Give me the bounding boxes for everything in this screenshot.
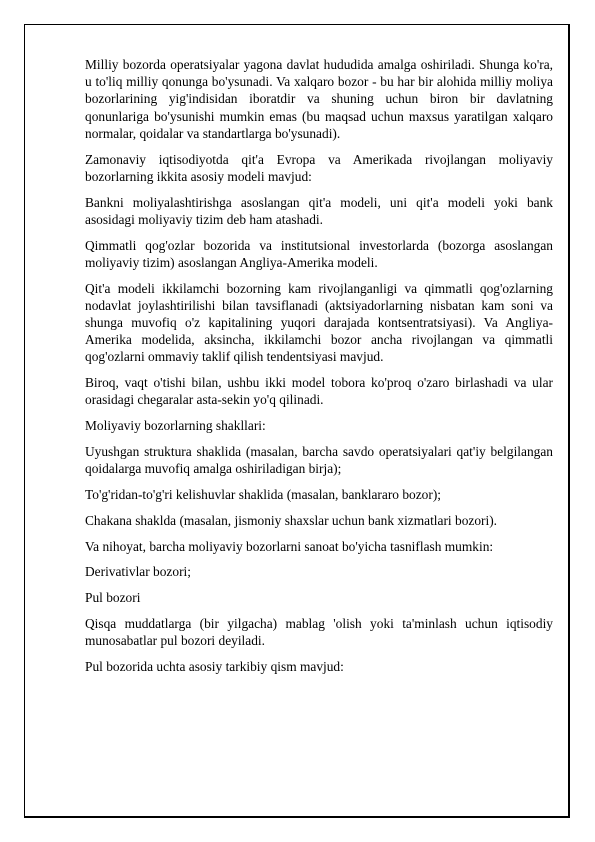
paragraph-forms-heading: Moliyaviy bozorlarning shakllari: [85, 418, 266, 434]
paragraph-continental-model: Bankni moliyalashtirishga asoslangan qit'a modeli, uni qit'a modeli yoki bank asosidagi moliyaviy tizim deb ham atashadi. [85, 194, 553, 227]
paragraph-derivatives: Derivativlar bozori; [85, 564, 191, 580]
paragraph-model-comparison: Qit'a modeli ikkilamchi bozorning kam rivojlanganligi va qimmatli qog'ozlarning nodavlat joylashtirilishi bilan tavsiflanadi (aktsiyadorlarning nisbatan kam soni va shunga muvofiq o'z kapitalining yuqori darajada kontsentratsiyasi). Va Angliya-Amerika modelida, aksincha, ikkilamchi bozor ancha rivojlangan va qimmatli qog'ozlarni ommaviy taklif qilish tendentsiyasi mavjud. [85, 280, 553, 365]
paragraph-intro: Milliy bozorda operatsiyalar yagona davlat hududida amalga oshiriladi. Shunga ko'ra, u to'liq milliy qonunga bo'ysunadi. Va xalqaro bozor - bu har bir alohida milliy moliya bozorlarining yig'indisidan iboratdir va shuning uchun biron bir davlatning qonunlariga bo'ysunishi mumkin emas (bu maqsad uchun maxsus yaratilgan xalqaro normalar, qoidalar va standartlarga bo'ysunadi). [85, 57, 553, 141]
paragraph-money-market-components: Pul bozorida uchta asosiy tarkibiy qism mavjud: [85, 659, 344, 674]
paragraph-form-retail: Chakana shaklda (masalan, jismoniy shaxslar uchun bank xizmatlari bozori). [85, 512, 498, 528]
document-body [85, 56, 553, 684]
paragraph-convergence: Biroq, vaqt o'tishi bilan, ushbu ikki model tobora ko'proq o'zaro birlashadi va ular orasidagi chegaralar asta-sekin yo'q qilinadi. [85, 375, 553, 408]
paragraph-form-organized: Uyushgan struktura shaklida (masalan, barcha savdo operatsiyalari qat'iy belgilangan qoidalarga muvofiq amalga oshiriladigan birja); [85, 444, 553, 477]
paragraph-money-market-heading: Pul bozori [85, 590, 141, 606]
paragraph-money-market-definition: Qisqa muddatlarga (bir yilgacha) mablag 'olish yoki ta'minlash uchun iqtisodiy munosabatlar pul bozori deyiladi. [85, 616, 553, 649]
paragraph-form-direct: To'g'ridan-to'g'ri kelishuvlar shaklida (masalan, banklararo bozor); [85, 487, 442, 503]
paragraph-models-intro: Zamonaviy iqtisodiyotda qit'a Evropa va Amerikada rivojlangan moliyaviy bozorlarning ikkita asosiy modeli mavjud: [85, 151, 553, 184]
paragraph-anglo-american-model: Qimmatli qog'ozlar bozorida va institutsional investorlarda (bozorga asoslangan moliyaviy tizim) asoslangan Angliya-Amerika modeli. [85, 237, 553, 270]
paragraph-classification: Va nihoyat, barcha moliyaviy bozorlarni sanoat bo'yicha tasniflash mumkin: [85, 538, 494, 554]
